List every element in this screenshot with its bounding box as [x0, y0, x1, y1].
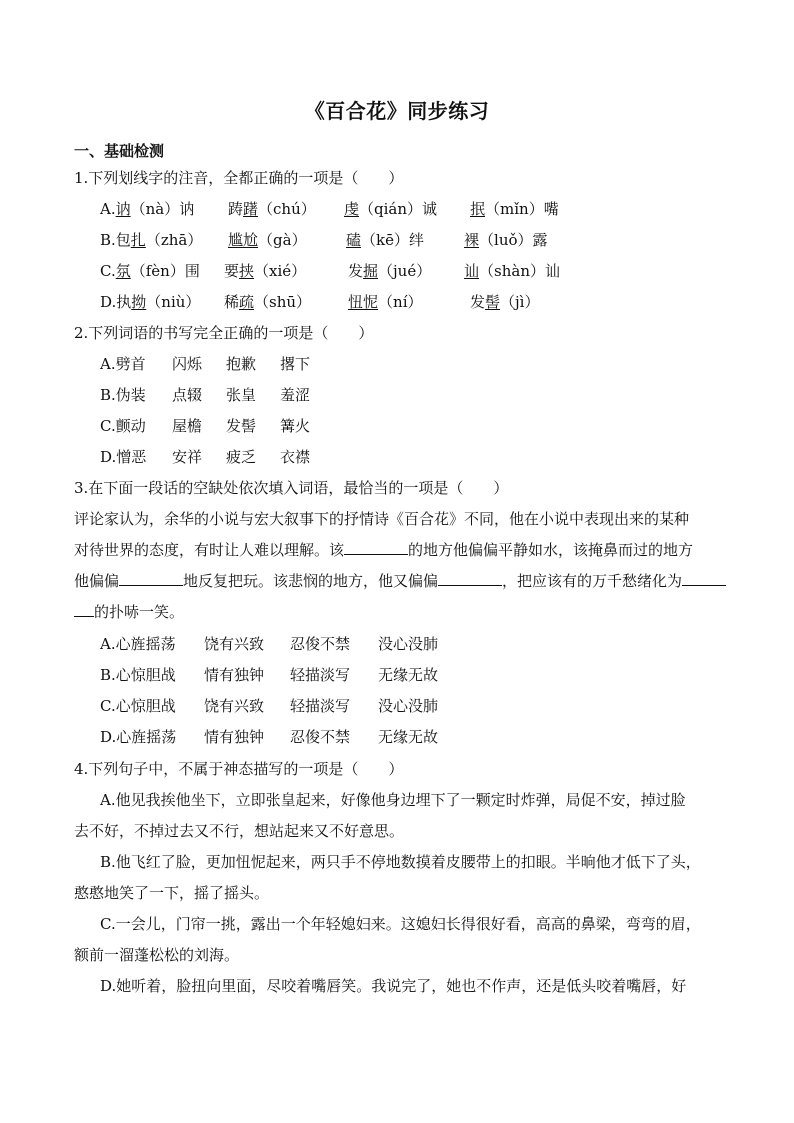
document-title: 《百合花》同步练习 — [304, 99, 490, 123]
q4-option-c-line-2: 额前一溜蓬松松的刘海。 — [74, 946, 240, 964]
section-heading: 一、基础检测 — [74, 142, 165, 160]
q4-option-a-line-1: A.他见我挨他坐下，立即张皇起来，好像他身边埋下了一颗定时炸弹，局促不安，掉过脸 — [100, 791, 686, 809]
q3-passage-line-2: 对待世界的态度，有时让人难以理解。该 的地方他偏偏平静如水，该掩鼻而过的地方 — [74, 541, 694, 559]
q4-option-c-line-1: C.一会儿，门帘一挑，露出一个年轻媳妇来。这媳妇长得很好看，高高的鼻梁，弯弯的眉， — [100, 915, 701, 933]
fill-blank-4-cont — [74, 602, 94, 617]
fill-blank-3[interactable] — [438, 571, 502, 586]
document-page: 《百合花》同步练习 一、基础检测 1.下列划线字的注音，全都正确的一项是（ ） A.讷（nà）讷 踌躇（chú） 虔（qián）诚 抿（mǐn）嘴 B.包扎（zhā） 尴尬（gà） 磕（kē）绊 裸（luǒ）露 C.氛（fèn）围 要挟（xié） 发掘（jué） 讪（shàn）讪 D.执拗（niù） 稀疏（shū） 忸怩（ní） 发髻（jì） 2.下列词语的书写完全正确的一项是（ ） A.劈首 闪烁 抱歉 撂下 B.伪装 点辍 张皇 羞涩 C.颤动 屋檐 发髻 篝火 D.憎恶 安祥 疲乏 衣襟 3.在下面一段话的空缺处依次填入词语，最恰当的一项是（ ） 评论家认为，余华的小说与宏大叙事下的抒情诗《百合花》不同，他在小说中表现出来的某种 对待世界的态度，有时让人难以理解。该 的地方他偏偏平静如水，该掩鼻而过的地方 他偏偏 地反复把玩。该悲悯的地方，他又偏偏 ，把应该有的万千愁绪化为 的扑哧一笑。 A.心旌摇荡 饶有兴致 忍俊不禁 没心没肺 B.心惊胆战 情有独钟 轻描淡写 无缘无故 C.心惊胆战 饶有兴致 轻描淡写 没心没肺 D.心旌摇荡 情有独钟 忍俊不禁 无缘无故 4.下列句子中，不属于神态描写的一项是（ ） A.他见我挨他坐下，立即张皇起来，好像他身边埋下了一颗定时炸弹，局促不安，掉过脸 去不好，不掉过去又不行，想站起来又不好意思。 B.他飞红了脸，更加忸怩起来，两只手不停地数摸着皮腰带上的扣眼。半晌他才低下了头， 憨憨地笑了一下，摇了摇头。 C.一会儿，门帘一挑，露出一个年轻媳妇来。这媳妇长得很好看，高高的鼻梁，弯弯的眉， 额前一溜蓬松松的刘海。 D.她听着，脸扭向里面，尽咬着嘴唇笑。我说完了，她也不作声，还是低头咬着嘴唇，好 — [0, 0, 794, 1123]
q3-passage-line-4: 的扑哧一笑。 — [74, 602, 184, 622]
question-2-stem: 2.下列词语的书写完全正确的一项是（ ） — [74, 324, 374, 342]
q3-passage-line-1: 评论家认为，余华的小说与宏大叙事下的抒情诗《百合花》不同，他在小说中表现出来的某种 — [74, 510, 690, 528]
q3-passage-line-3: 他偏偏 地反复把玩。该悲悯的地方，他又偏偏 ，把应该有的万千愁绪化为 — [74, 571, 726, 591]
question-1-stem: 1.下列划线字的注音，全都正确的一项是（ ） — [74, 169, 404, 187]
q4-option-b-line-2: 憨憨地笑了一下，摇了摇头。 — [74, 884, 270, 902]
q4-option-b-line-1: B.他飞红了脸，更加忸怩起来，两只手不停地数摸着皮腰带上的扣眼。半晌他才低下了头， — [100, 853, 701, 871]
fill-blank-4[interactable] — [682, 571, 726, 586]
q4-option-a-line-2: 去不好，不掉过去又不行，想站起来又不好意思。 — [74, 822, 405, 840]
question-4-stem: 4.下列句子中，不属于神态描写的一项是（ ） — [74, 760, 404, 778]
question-3-stem: 3.在下面一段话的空缺处依次填入词语，最恰当的一项是（ ） — [74, 479, 509, 497]
fill-blank-2[interactable] — [119, 571, 183, 586]
fill-blank-1[interactable] — [344, 540, 408, 555]
q4-option-d-line-1: D.她听着，脸扭向里面，尽咬着嘴唇笑。我说完了，她也不作声，还是低头咬着嘴唇，好 — [100, 977, 687, 995]
